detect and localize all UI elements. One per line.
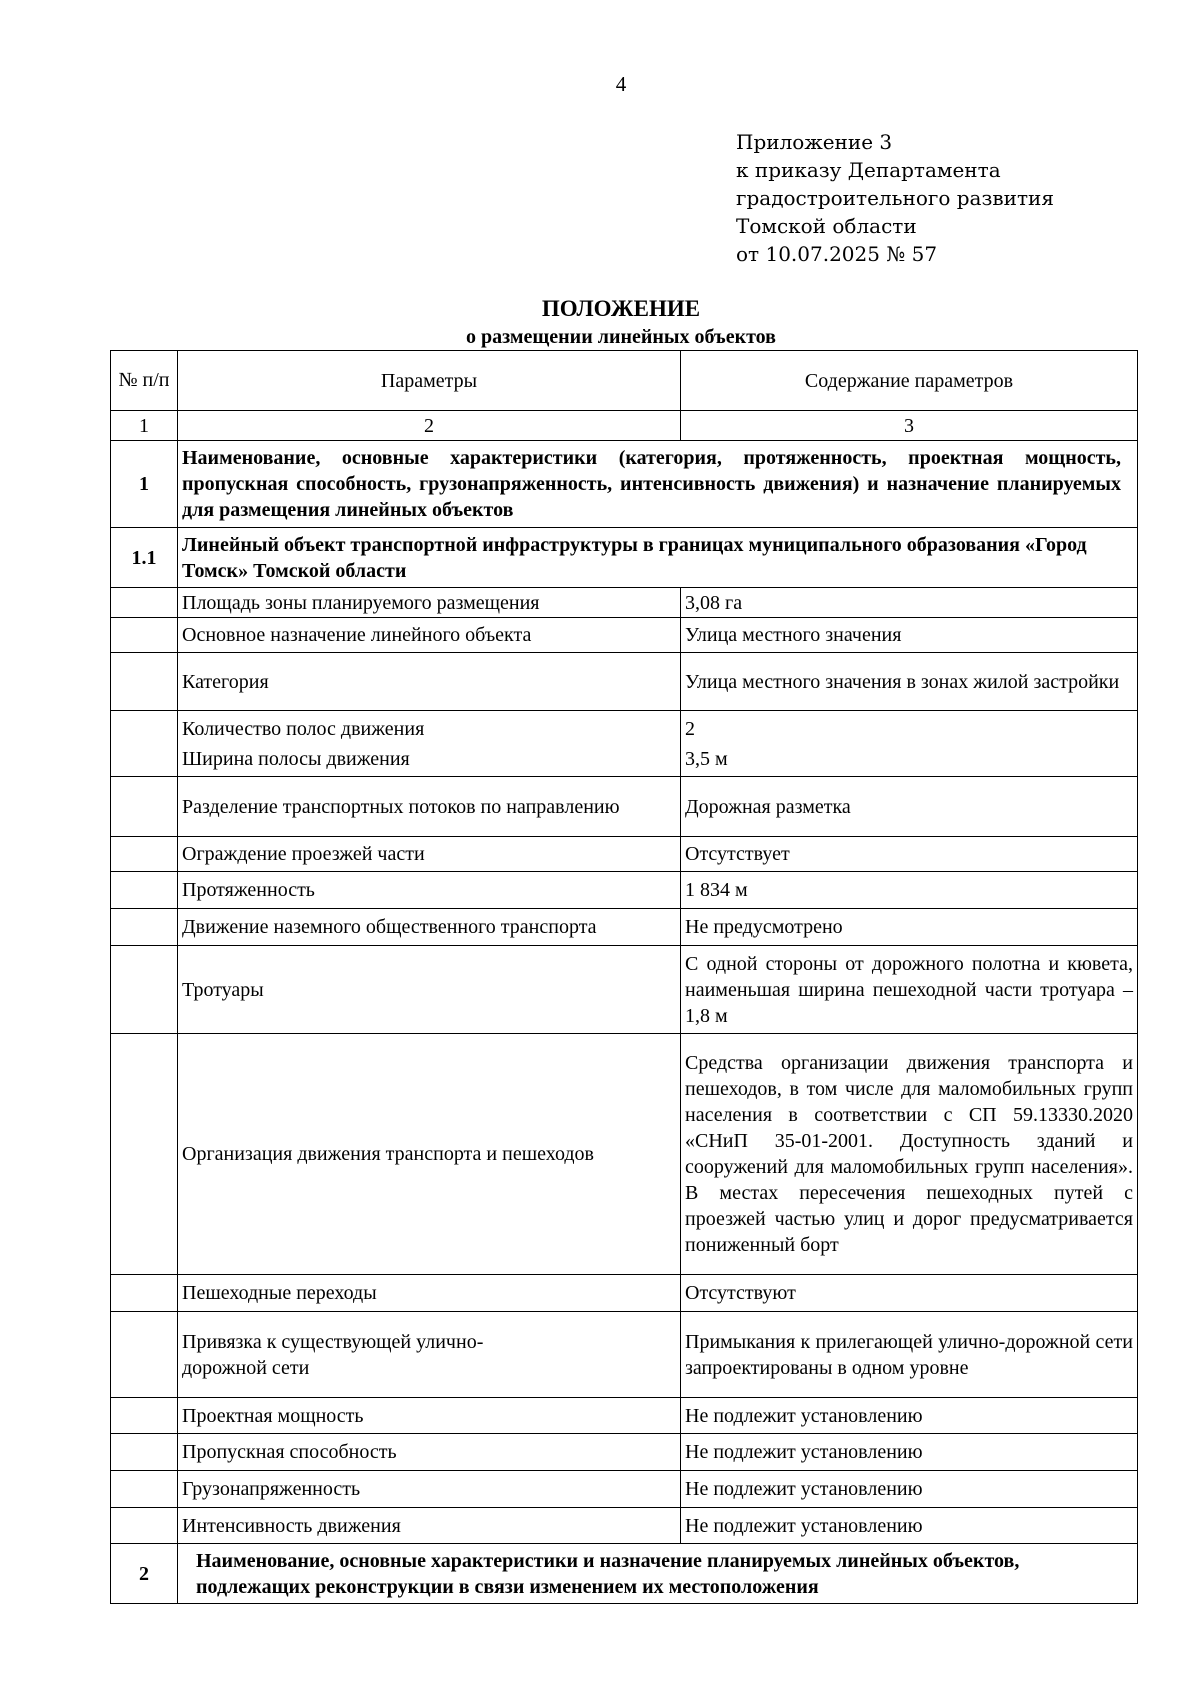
- appendix-block: [736, 128, 1054, 268]
- row-num-cell: [111, 777, 178, 837]
- param-cell: Пешеходные переходы: [178, 1275, 681, 1312]
- section-title: Наименование, основные характеристики (категория, протяженность, проектная мощность, пропускная способность, грузонапряженность, интенсивность движения) и назначение планируемых для размещения линейных объектов: [178, 441, 1138, 528]
- param-cell: Тротуары: [178, 946, 681, 1034]
- value-cell: Улица местного значения: [681, 618, 1138, 653]
- param-cell: Протяженность: [178, 872, 681, 909]
- row-num-cell: [111, 909, 178, 946]
- column-number: 1: [111, 411, 178, 441]
- row-num-cell: [111, 1434, 178, 1471]
- value-cell: Не подлежит установлению: [681, 1398, 1138, 1434]
- param-cell: Разделение транспортных потоков по направлению: [178, 777, 681, 837]
- param-line: Ширина полосы движения: [182, 747, 410, 770]
- table-row: [111, 1275, 1138, 1312]
- param-cell: Грузонапряженность: [178, 1471, 681, 1508]
- section-num: 2: [111, 1544, 178, 1604]
- table-header-row: [111, 351, 1138, 411]
- row-num-cell: [111, 1312, 178, 1398]
- value-cell: Примыкания к прилегающей улично-дорожной сети запроектированы в одном уровне: [681, 1312, 1138, 1398]
- row-num-cell: [111, 1275, 178, 1312]
- row-num-cell: [111, 711, 178, 777]
- table-row: [111, 711, 1138, 777]
- value-cell: Не предусмотрено: [681, 909, 1138, 946]
- param-cell: Ограждение проезжей части: [178, 837, 681, 872]
- param-cell: Привязка к существующей улично-дорожной сети: [178, 1312, 681, 1398]
- value-cell: [681, 711, 1138, 777]
- table-row: [111, 618, 1138, 653]
- table-row: [111, 1312, 1138, 1398]
- param-cell: Организация движения транспорта и пешеходов: [178, 1034, 681, 1275]
- table-row: [111, 653, 1138, 711]
- value-cell: Не подлежит установлению: [681, 1508, 1138, 1544]
- section-title: Линейный объект транспортной инфраструктуры в границах муниципального образования «Город Томск» Томской области: [178, 528, 1138, 588]
- document-title: ПОЛОЖЕНИЕ: [541, 296, 701, 321]
- row-num-cell: [111, 588, 178, 618]
- param-cell: Пропускная способность: [178, 1434, 681, 1471]
- appendix-line: Приложение 3: [736, 130, 893, 154]
- param-cell: [178, 711, 681, 777]
- row-num-cell: [111, 618, 178, 653]
- row-num-cell: [111, 1471, 178, 1508]
- placement-table: [110, 350, 1138, 1604]
- section-row-2: [111, 1544, 1138, 1604]
- column-number: 2: [178, 411, 681, 441]
- value-cell: Отсутствуют: [681, 1275, 1138, 1312]
- param-cell: Проектная мощность: [178, 1398, 681, 1434]
- appendix-line: Томской области: [736, 214, 917, 238]
- row-num-cell: [111, 872, 178, 909]
- table-row: [111, 837, 1138, 872]
- document-subtitle: о размещении линейных объектов: [466, 326, 776, 348]
- value-cell: Дорожная разметка: [681, 777, 1138, 837]
- value-cell: Не подлежит установлению: [681, 1471, 1138, 1508]
- param-cell: Площадь зоны планируемого размещения: [178, 588, 681, 618]
- param-cell: Основное назначение линейного объекта: [178, 618, 681, 653]
- page-number: 4: [615, 72, 627, 96]
- row-num-cell: [111, 1398, 178, 1434]
- section-num: 1: [111, 441, 178, 528]
- param-line: Количество полос движения: [182, 717, 425, 740]
- header-content: Содержание параметров: [681, 351, 1138, 411]
- table-row: [111, 1034, 1138, 1275]
- section-row-1: [111, 441, 1138, 528]
- column-number: 3: [681, 411, 1138, 441]
- value-cell: Улица местного значения в зонах жилой застройки: [681, 653, 1138, 711]
- table-row: [111, 1398, 1138, 1434]
- param-cell: Движение наземного общественного транспорта: [178, 909, 681, 946]
- section-title: Наименование, основные характеристики и назначение планируемых линейных объектов, подлежащих реконструкции в связи изменением их местоположения: [178, 1544, 1138, 1604]
- value-cell: С одной стороны от дорожного полотна и кювета, наименьшая ширина пешеходной части тротуара – 1,8 м: [681, 946, 1138, 1034]
- column-numbers-row: [111, 411, 1138, 441]
- value-cell: 3,08 га: [681, 588, 1138, 618]
- row-num-cell: [111, 1034, 178, 1275]
- row-num-cell: [111, 1508, 178, 1544]
- table-row: [111, 872, 1138, 909]
- table-row: [111, 909, 1138, 946]
- header-params: Параметры: [178, 351, 681, 411]
- section-num: 1.1: [111, 528, 178, 588]
- row-num-cell: [111, 837, 178, 872]
- value-line: 2: [685, 717, 695, 740]
- param-cell: Интенсивность движения: [178, 1508, 681, 1544]
- param-cell: Категория: [178, 653, 681, 711]
- value-cell: Отсутствует: [681, 837, 1138, 872]
- table-row: [111, 1471, 1138, 1508]
- appendix-line: от 10.07.2025 № 57: [736, 242, 938, 266]
- appendix-line: к приказу Департамента: [736, 158, 1001, 182]
- table-row: [111, 1434, 1138, 1471]
- table-row: [111, 1508, 1138, 1544]
- value-line: 3,5 м: [685, 747, 728, 770]
- row-num-cell: [111, 653, 178, 711]
- table-row: [111, 588, 1138, 618]
- value-cell: 1 834 м: [681, 872, 1138, 909]
- section-row-1-1: [111, 528, 1138, 588]
- appendix-line: градостроительного развития: [736, 186, 1054, 210]
- table-row: [111, 946, 1138, 1034]
- value-cell: Средства организации движения транспорта и пешеходов, в том числе для маломобильных групп населения в соответствии с СП 59.13330.2020 «СНиП 35-01-2001. Доступность зданий и сооружений для маломобильных групп населения». В местах пересечения пешеходных путей с проезжей частью улиц и дорог предусматривается пониженный борт: [681, 1034, 1138, 1275]
- table-row: [111, 777, 1138, 837]
- value-cell: Не подлежит установлению: [681, 1434, 1138, 1471]
- row-num-cell: [111, 946, 178, 1034]
- header-num: № п/п: [111, 351, 178, 411]
